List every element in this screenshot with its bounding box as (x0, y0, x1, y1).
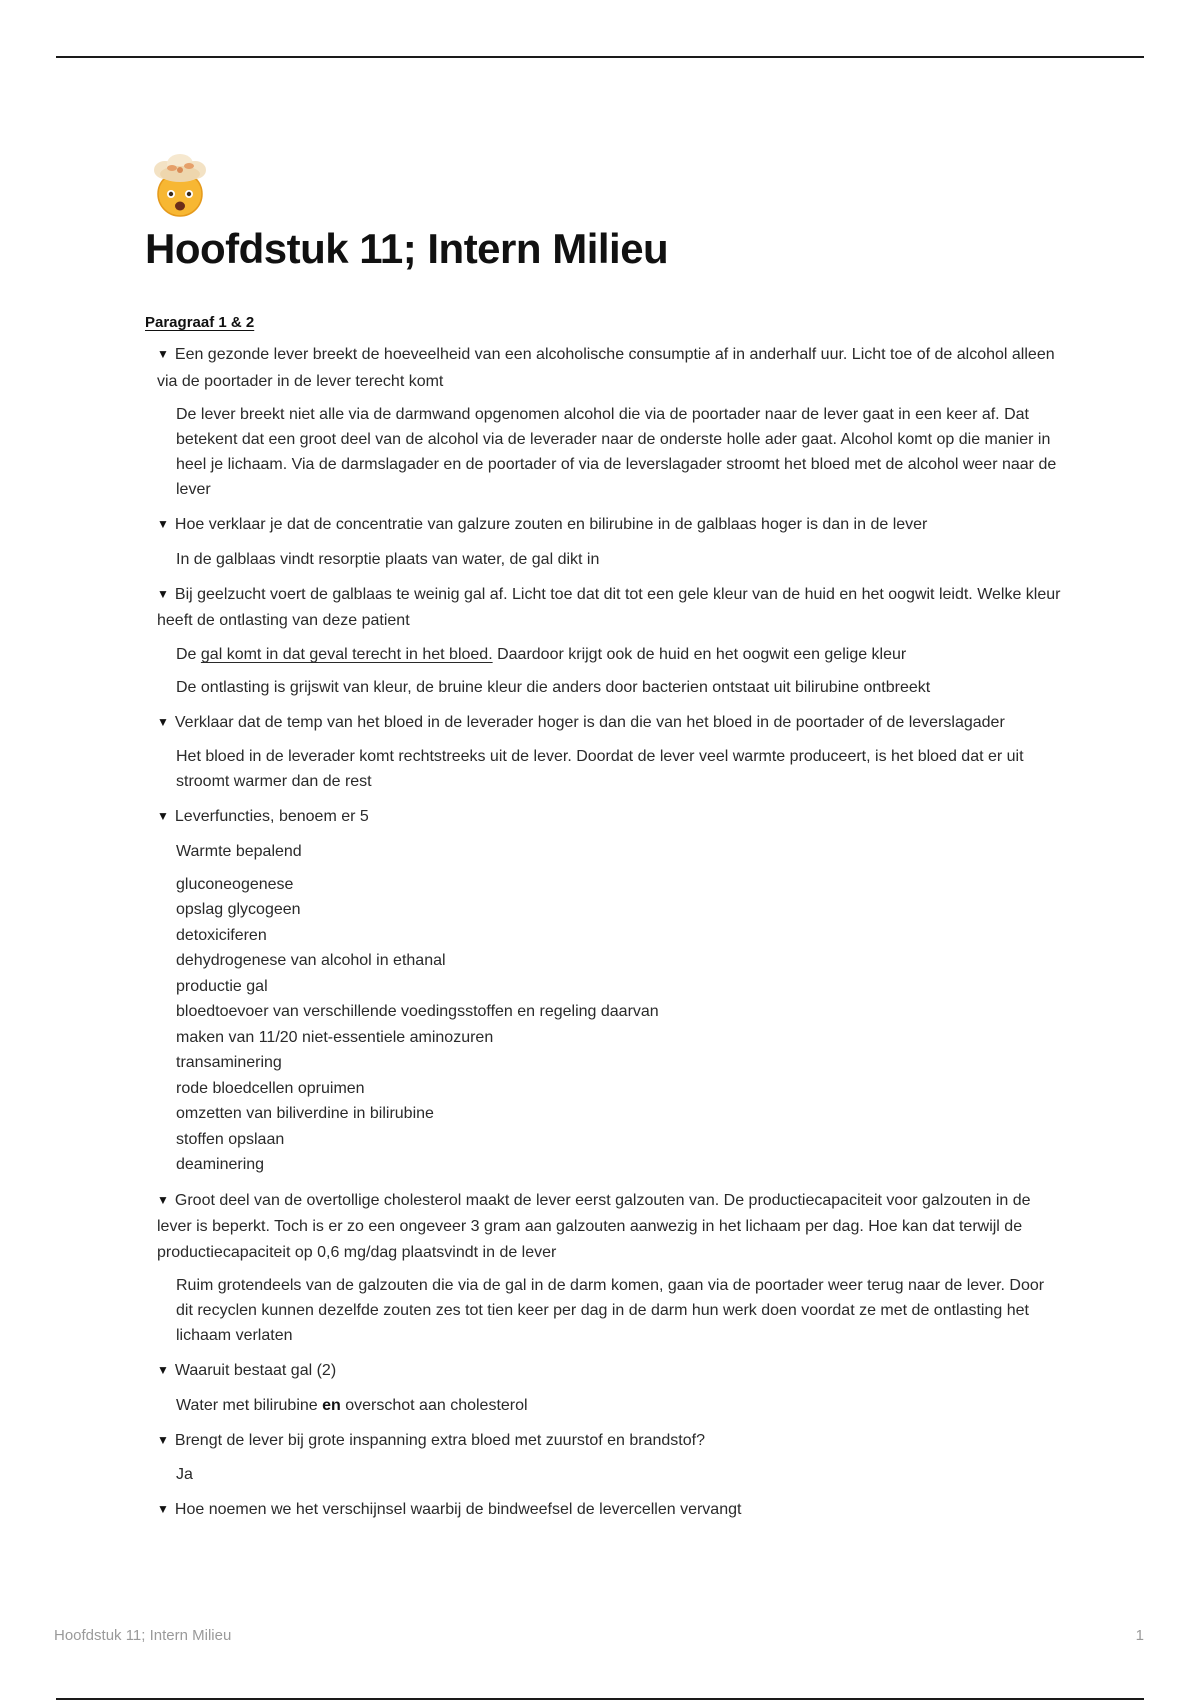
toggle-question[interactable]: ▼ Leverfuncties, benoem er 5 (157, 804, 1065, 831)
list-item: detoxiciferen (176, 926, 267, 944)
triangle-down-icon[interactable]: ▼ (157, 714, 169, 729)
toggle-list (145, 342, 1065, 1524)
toggle-question[interactable]: ▼ Groot deel van de overtollige cholesterol maakt de lever eerst galzouten van. De productiecapaciteit voor galzouten in de lever is beperkt. Toch is er zo een ongeveer 3 gram aan galzouten aanwezig in het lichaam per dag. Hoe kan dat terwijl de productiecapaciteit op 0,6 mg/dag plaatsvindt in de lever (157, 1188, 1065, 1266)
triangle-down-icon[interactable]: ▼ (157, 1432, 169, 1447)
exploding-head-emoji-icon (145, 150, 215, 220)
toggle-question[interactable]: ▼ Een gezonde lever breekt de hoeveelheid van een alcoholische consumptie af in anderhalf uur. Licht toe of de alcohol alleen via de poortader in de lever terecht komt (157, 342, 1065, 394)
page-number: 1 (1135, 1627, 1144, 1644)
page-footer (54, 1627, 1144, 1644)
page-title: Hoofdstuk 11; Intern Milieu (145, 225, 669, 272)
list-item: productie gal (176, 977, 268, 995)
answer-text: Ja (176, 1466, 193, 1484)
toggle-answer (176, 1462, 1065, 1487)
triangle-down-icon[interactable]: ▼ (157, 517, 169, 532)
toggle-block[interactable] (157, 1358, 1065, 1418)
answer-text: De ontlasting is grijswit van kleur, de bruine kleur die anders door bacterien ontstaat uit bilirubine ontbreekt (176, 678, 931, 696)
list-item: rode bloedcellen opruimen (176, 1079, 365, 1097)
toggle-answer (176, 1393, 1065, 1418)
list-item: stoffen opslaan (176, 1130, 285, 1148)
toggle-answer (176, 402, 1065, 502)
triangle-down-icon[interactable]: ▼ (157, 586, 169, 601)
triangle-down-icon[interactable]: ▼ (157, 1192, 169, 1207)
answer-text: De gal komt in dat geval terecht in het bloed. Daardoor krijgt ook de huid en het oogwit een gelige kleur (176, 645, 907, 663)
toggle-answer (176, 744, 1065, 794)
underlined-text: gal komt in dat geval terecht in het bloed. (200, 645, 493, 663)
liver-functions-list (176, 872, 1065, 1178)
list-item: dehydrogenese van alcohol in ethanal (176, 952, 446, 970)
toggle-block[interactable] (157, 710, 1065, 795)
answer-text: Warmte bepalend (176, 842, 302, 860)
page-content (145, 150, 1065, 1534)
top-rule (56, 56, 1144, 58)
answer-text: In de galblaas vindt resorptie plaats van water, de gal dikt in (176, 550, 600, 568)
bold-text: en (322, 1396, 341, 1414)
answer-text: Ruim grotendeels van de galzouten die via de gal in de darm komen, gaan via de poortader weer terug naar de lever. Door dit recyclen kunnen dezelfde zouten zes tot tien keer per dag in de darm hun werk doen voordat ze met de ontlasting het lichaam verlaten (176, 1277, 1045, 1345)
triangle-down-icon[interactable]: ▼ (157, 1502, 169, 1517)
list-item: gluconeogenese (176, 875, 294, 893)
triangle-down-icon[interactable]: ▼ (157, 809, 169, 824)
answer-text: De lever breekt niet alle via de darmwand opgenomen alcohol die via de poortader naar de lever gaat in een keer af. Dat betekent dat een groot deel van de alcohol via de leverader naar de onderste holle ader gaat. Alcohol komt op die manier in heel je lichaam. Via de darmslagader en de poortader of via de leverslagader stroomt het bloed met de alcohol weer naar de lever (176, 406, 1057, 499)
list-item: deaminering (176, 1156, 265, 1174)
toggle-answer (176, 1273, 1065, 1348)
toggle-question[interactable]: ▼ Hoe noemen we het verschijnsel waarbij de bindweefsel de levercellen vervangt (157, 1497, 1065, 1524)
triangle-down-icon[interactable]: ▼ (157, 1363, 169, 1378)
section-label: Paragraaf 1 & 2 (145, 314, 255, 332)
toggle-block[interactable] (157, 582, 1065, 700)
list-item: omzetten van biliverdine in bilirubine (176, 1105, 434, 1123)
list-item: maken van 11/20 niet-essentiele aminozuren (176, 1028, 494, 1046)
toggle-question[interactable]: ▼ Waaruit bestaat gal (2) (157, 1358, 1065, 1385)
toggle-block[interactable] (157, 512, 1065, 572)
answer-text: Water met bilirubine en overschot aan cholesterol (176, 1396, 528, 1414)
toggle-answer (176, 642, 1065, 700)
footer-title: Hoofdstuk 11; Intern Milieu (54, 1627, 232, 1644)
toggle-question[interactable]: ▼ Bij geelzucht voert de galblaas te weinig gal af. Licht toe dat dit tot een gele kleur van de huid en het oogwit leidt. Welke kleur heeft de ontlasting van deze patient (157, 582, 1065, 634)
toggle-question[interactable]: ▼ Hoe verklaar je dat de concentratie van galzure zouten en bilirubine in de galblaas hoger is dan in de lever (157, 512, 1065, 539)
answer-text: Het bloed in de leverader komt rechtstreeks uit de lever. Doordat de lever veel warmte produceert, is het bloed dat er uit stroomt warmer dan de rest (176, 748, 1024, 791)
toggle-block[interactable] (157, 1188, 1065, 1349)
toggle-answer (176, 547, 1065, 572)
toggle-block[interactable] (157, 804, 1065, 1178)
list-item: bloedtoevoer van verschillende voedingsstoffen en regeling daarvan (176, 1003, 659, 1021)
toggle-answer (176, 839, 1065, 1178)
toggle-question[interactable]: ▼ Brengt de lever bij grote inspanning extra bloed met zuurstof en brandstof? (157, 1428, 1065, 1455)
triangle-down-icon[interactable]: ▼ (157, 347, 169, 362)
toggle-question[interactable]: ▼ Verklaar dat de temp van het bloed in de leverader hoger is dan die van het bloed in de poortader of de leverslagader (157, 710, 1065, 737)
list-item: transaminering (176, 1054, 282, 1072)
toggle-block[interactable] (157, 1497, 1065, 1524)
toggle-block[interactable] (157, 342, 1065, 502)
toggle-block[interactable] (157, 1428, 1065, 1488)
list-item: opslag glycogeen (176, 901, 301, 919)
